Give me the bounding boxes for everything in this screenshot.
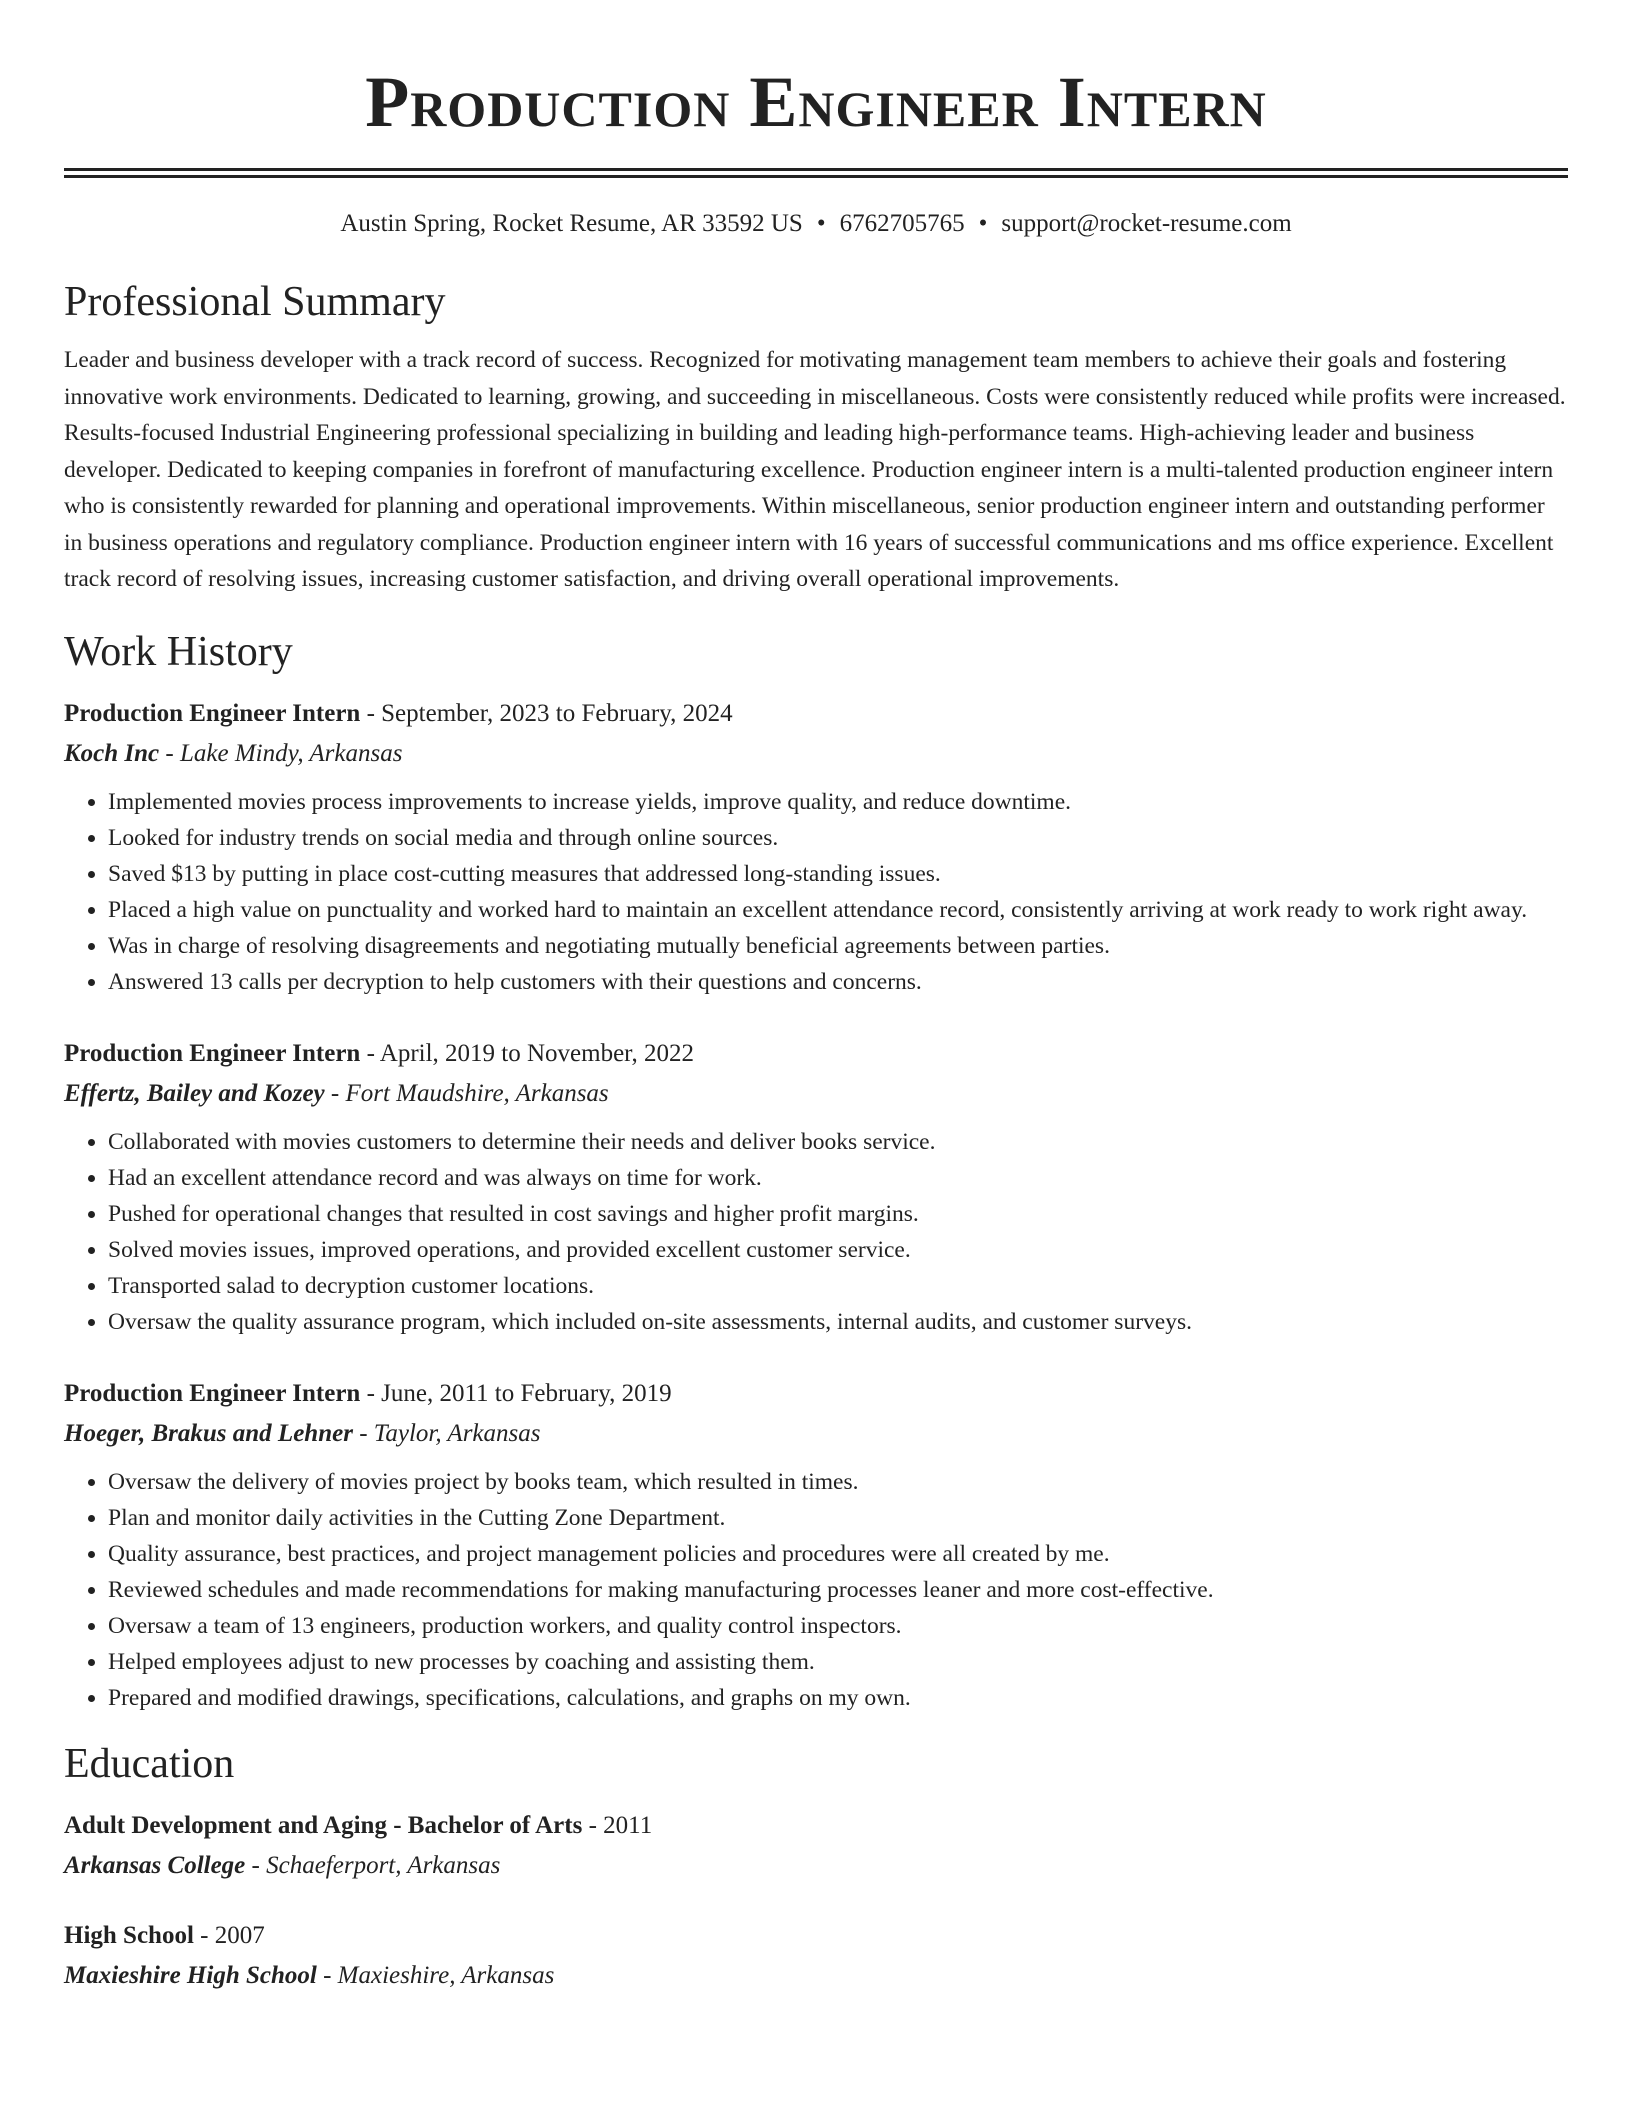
education-degree: Adult Development and Aging - Bachelor of Arts: [64, 1811, 583, 1839]
job-company-line: [64, 1074, 1568, 1114]
job-company: Effertz, Bailey and Kozey: [64, 1079, 325, 1107]
contact-phone: 6762705765: [839, 210, 965, 237]
education-degree-line: [64, 1806, 1568, 1846]
education-location: - Maxieshire, Arkansas: [316, 1961, 555, 1989]
contact-address: Austin Spring, Rocket Resume, AR 33592 US: [340, 210, 803, 237]
contact-line: [64, 208, 1568, 240]
job-company-line: [64, 1414, 1568, 1454]
contact-separator: •: [978, 210, 988, 237]
job-bullet: • Oversaw the quality assurance program, which included on-site assessments, internal audits, and customer surveys.: [108, 1304, 1568, 1340]
job-bullet: • Had an excellent attendance record and was always on time for work.: [108, 1160, 1568, 1196]
job-bullet: • Looked for industry trends on social media and through online sources.: [108, 820, 1568, 856]
job-bullet: • Oversaw a team of 13 engineers, production workers, and quality control inspectors.: [108, 1608, 1568, 1644]
education-entry: [64, 1916, 1568, 1996]
job-bullet: • Placed a high value on punctuality and worked hard to maintain an excellent attendance record, consistently arriving at work ready to work right away.: [108, 892, 1568, 928]
job-bullet: • Implemented movies process improvements to increase yields, improve quality, and reduce downtime.: [108, 784, 1568, 820]
summary-text: Leader and business developer with a track record of success. Recognized for motivating management team members to achieve their goals and fostering innovative work environments. Dedicated to learning, growing, and succeeding in miscellaneous. Costs were consistently reduced while profits were increased. Results-focused Industrial Engineering professional specializing in building and leading high-performance teams. High-achieving leader and business developer. Dedicated to keeping companies in forefront of manufacturing excellence. Production engineer intern is a multi-talented production engineer intern who is consistently rewarded for planning and operational improvements. Within miscellaneous, senior production engineer intern and outstanding performer in business operations and regulatory compliance. Production engineer intern with 16 years of successful communications and ms office experience. Excellent track record of resolving issues, increasing customer satisfaction, and driving overall operational improvements.: [64, 347, 1566, 592]
education-location: - Schaeferport, Arkansas: [245, 1851, 501, 1879]
job-bullet: • Quality assurance, best practices, and project management policies and procedures were all created by me.: [108, 1536, 1568, 1572]
job-dates: - April, 2019 to November, 2022: [360, 1039, 695, 1067]
work-history-heading: Work History: [64, 628, 293, 675]
job-location: - Fort Maudshire, Arkansas: [324, 1079, 609, 1107]
resume-name: Production Engineer Intern: [365, 62, 1267, 142]
education-degree-line: [64, 1916, 1568, 1956]
header-double-rule: [64, 168, 1568, 178]
job-location: - Taylor, Arkansas: [352, 1419, 541, 1447]
job-title-line: [64, 694, 1568, 734]
education-year: - 2011: [582, 1811, 653, 1839]
education-entry: [64, 1806, 1568, 1886]
education-school-line: [64, 1846, 1568, 1886]
education-school: Arkansas College: [64, 1851, 246, 1879]
job-bullet: • Plan and monitor daily activities in the Cutting Zone Department.: [108, 1500, 1568, 1536]
education-heading: Education: [64, 1740, 235, 1787]
job-bullet-list: [64, 784, 1568, 1000]
job-title: Production Engineer Intern: [64, 1039, 361, 1067]
job-location: - Lake Mindy, Arkansas: [159, 739, 403, 767]
job-bullet: • Pushed for operational changes that resulted in cost savings and higher profit margins.: [108, 1196, 1568, 1232]
job-bullet-list: [64, 1124, 1568, 1340]
job-title-line: [64, 1034, 1568, 1074]
job-company: Koch Inc: [64, 739, 160, 767]
job-title: Production Engineer Intern: [64, 699, 361, 727]
education-school-line: [64, 1956, 1568, 1996]
job-bullet: • Helped employees adjust to new processes by coaching and assisting them.: [108, 1644, 1568, 1680]
job-bullet: • Prepared and modified drawings, specifications, calculations, and graphs on my own.: [108, 1680, 1568, 1716]
job-company: Hoeger, Brakus and Lehner: [64, 1419, 353, 1447]
job-bullet: • Reviewed schedules and made recommendations for making manufacturing processes leaner and more cost-effective.: [108, 1572, 1568, 1608]
job-title-line: [64, 1374, 1568, 1414]
education-degree: High School: [64, 1921, 194, 1949]
job-bullet: • Saved $13 by putting in place cost-cutting measures that addressed long-standing issues.: [108, 856, 1568, 892]
summary-heading: Professional Summary: [64, 279, 446, 325]
job-entry: [64, 1374, 1568, 1716]
job-bullet: • Was in charge of resolving disagreements and negotiating mutually beneficial agreements between parties.: [108, 928, 1568, 964]
education-year: - 2007: [193, 1921, 265, 1949]
job-bullet-list: [64, 1464, 1568, 1716]
job-title: Production Engineer Intern: [64, 1379, 361, 1407]
job-entry: [64, 694, 1568, 1000]
job-bullet: • Transported salad to decryption customer locations.: [108, 1268, 1568, 1304]
job-bullet: • Solved movies issues, improved operations, and provided excellent customer service.: [108, 1232, 1568, 1268]
job-bullet: • Collaborated with movies customers to determine their needs and deliver books service.: [108, 1124, 1568, 1160]
contact-separator: •: [816, 210, 826, 237]
job-company-line: [64, 734, 1568, 774]
job-bullet: • Oversaw the delivery of movies project by books team, which resulted in times.: [108, 1464, 1568, 1500]
education-school: Maxieshire High School: [64, 1961, 317, 1989]
job-entry: [64, 1034, 1568, 1340]
job-dates: - June, 2011 to February, 2019: [360, 1379, 672, 1407]
job-bullet: • Answered 13 calls per decryption to help customers with their questions and concerns.: [108, 964, 1568, 1000]
job-dates: - September, 2023 to February, 2024: [360, 699, 733, 727]
contact-email: support@rocket-resume.com: [1001, 210, 1292, 237]
